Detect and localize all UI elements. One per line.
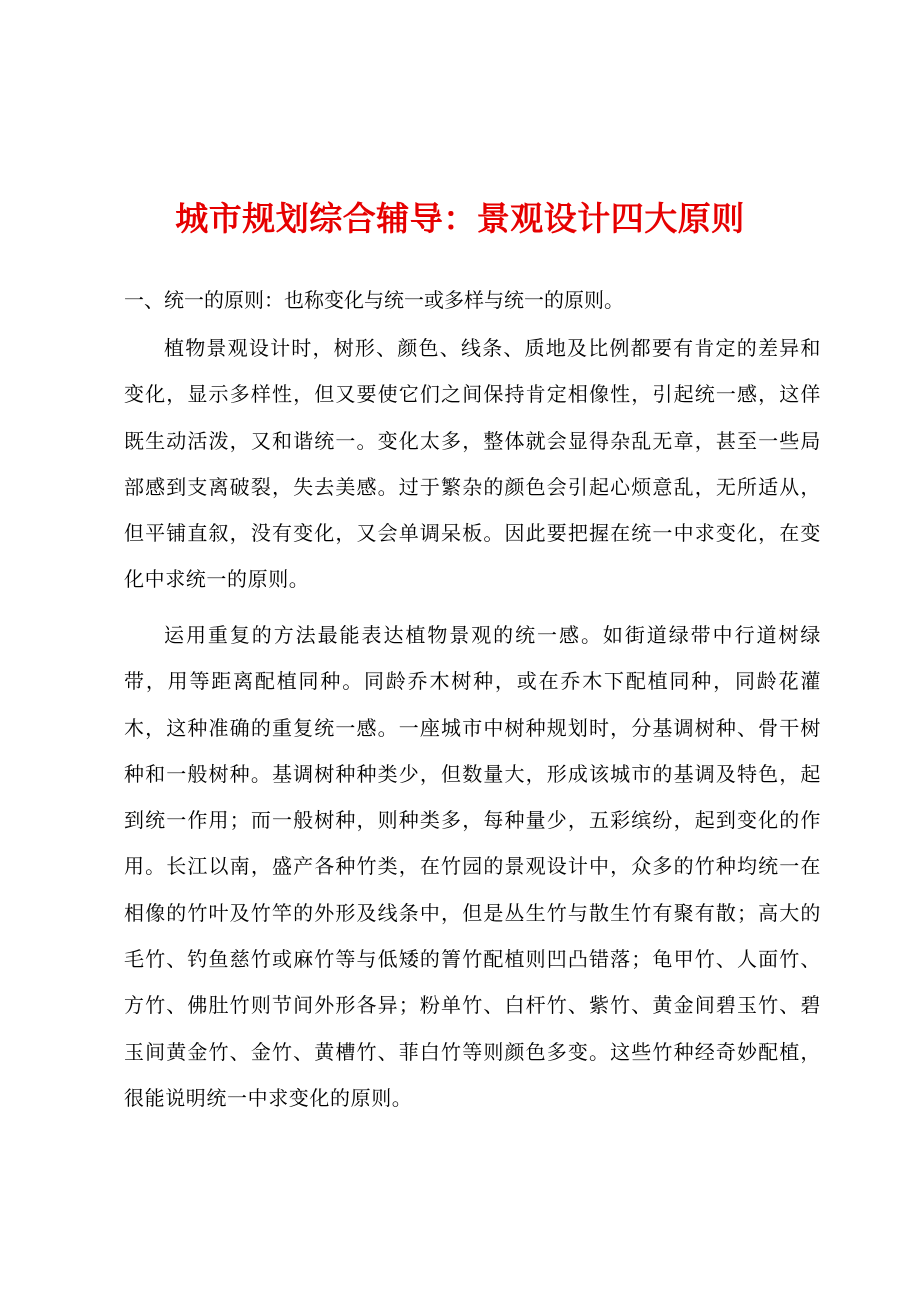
section-heading: 一、统一的原则：也称变化与统一或多样与统一的原则。 — [124, 288, 624, 312]
paragraph-repetition: 运用重复的方法最能表达植物景观的统一感。如街道绿带中行道树绿带，用等距离配植同种。同龄乔木树种，或在乔木下配植同种，同龄花灌木，这种准确的重复统一感。一座城市中树种规划时，分基调树种、骨干树种和一般树种。基调树种种类少，但数量大，形成该城市的基调及特色，起到统一作用；而一般树种，则种类多，每种量少，五彩缤纷，起到变化的作用。长江以南，盛产各种竹类，在竹园的景观设计中，众多的竹种均统一在相像的竹叶及竹竿的外形及线条中，但是丛生竹与散生竹有聚有散；高大的毛竹、钓鱼慈竹或麻竹等与低矮的箐竹配植则凹凸错落；龟甲竹、人面竹、方竹、佛肚竹则节间外形各异；粉单竹、白杆竹、紫竹、黄金间碧玉竹、碧玉间黄金竹、金竹、黄槽竹、菲白竹等则颜色多变。这些竹种经奇妙配植，很能说明统一中求变化的原则。 — [124, 623, 821, 1110]
page-title: 城市规划综合辅导：景观设计四大原则 — [175, 199, 745, 238]
paragraph-variety: 植物景观设计时，树形、颜色、线条、质地及比例都要有肯定的差异和变化，显示多样性，但又要使它们之间保持肯定相像性，引起统一感，这佯既生动活泼，又和谐统一。变化太多，整体就会显得杂乱无章，甚至一些局部感到支离破裂，失去美感。过于繁杂的颜色会引起心烦意乱，无所适从，但平铺直叙，没有变化，又会单调呆板。因此要把握在统一中求变化，在变化中求统一的原则。 — [124, 336, 821, 592]
